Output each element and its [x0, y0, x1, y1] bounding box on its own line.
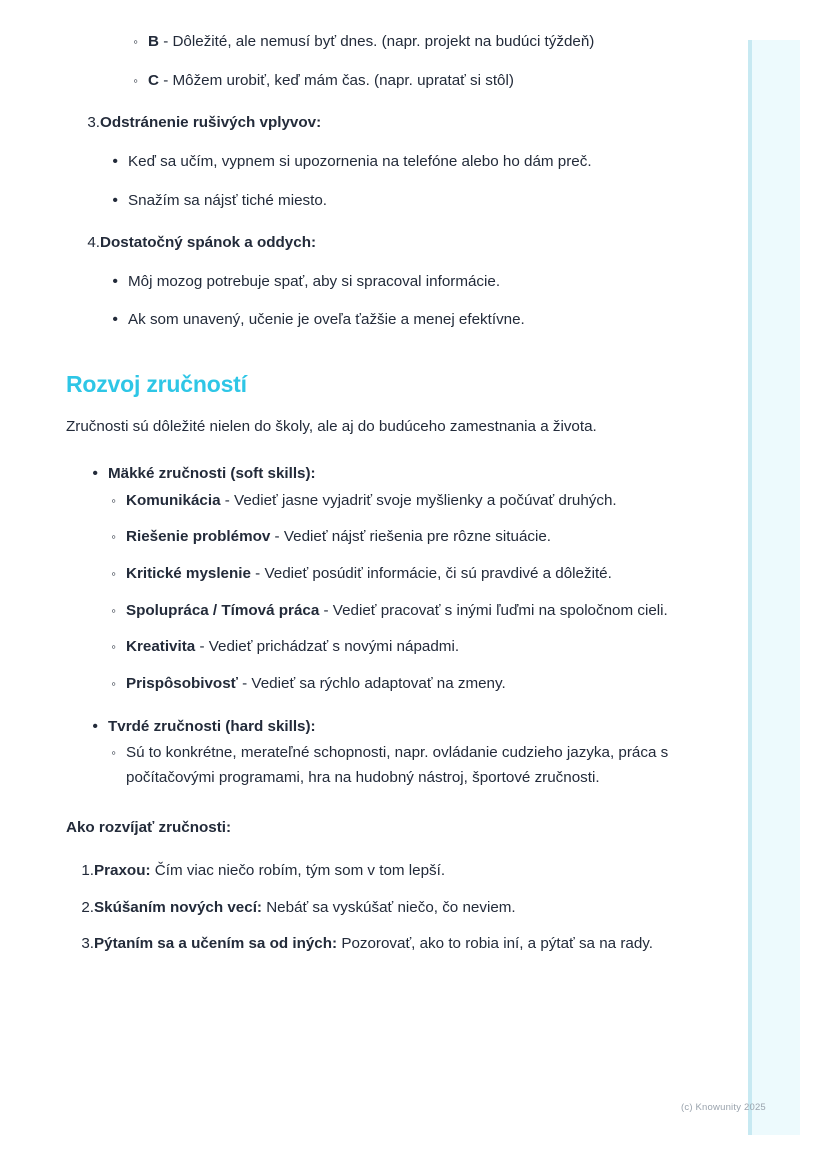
list-item-label: Spolupráca / Tímová práca	[126, 601, 320, 619]
list-number: 3.	[81, 935, 94, 953]
list-item	[108, 270, 700, 295]
list-item-label: B	[148, 33, 159, 50]
list-item	[78, 231, 700, 256]
list-item-body: - Vedieť prichádzať s novými nápadmi.	[195, 638, 460, 656]
list-item-body: - Vedieť pracovať s inými ľuďmi na spoločnom cieli.	[319, 601, 668, 619]
howto-list	[0, 859, 700, 957]
circle-bullet-icon: ◦	[111, 529, 116, 545]
list-item-text: Ak som unavený, učenie je oveľa ťažšie a menej efektívne.	[128, 311, 525, 329]
section-heading: Rozvoj zručností	[66, 371, 247, 397]
disc-bullet-icon: •	[112, 311, 118, 329]
list-item-text	[126, 489, 700, 514]
list-item-title: Dostatočný spánok a oddych:	[100, 234, 317, 252]
circle-bullet-icon: ◦	[111, 492, 116, 508]
group-title: Tvrdé zručnosti (hard skills):	[108, 717, 316, 735]
circle-bullet-icon: ◦	[111, 745, 116, 761]
list-item-text	[148, 30, 700, 55]
list-item-body: Nebáť sa vyskúšať niečo, čo neviem.	[261, 898, 516, 916]
list-item-text	[126, 672, 700, 697]
list-item-label: Riešenie problémov	[126, 528, 271, 546]
circle-bullet-icon: ◦	[133, 34, 138, 49]
list-item-text	[126, 562, 700, 587]
disc-bullet-icon: •	[112, 191, 118, 209]
numbered-point-3	[0, 111, 700, 136]
soft-skills-group	[0, 462, 700, 696]
list-number: 4.	[87, 234, 100, 252]
list-item	[106, 525, 700, 550]
list-item-text	[126, 635, 700, 660]
list-item-label: Praxou:	[94, 862, 151, 880]
list-item-body: Pozorovať, ako to robia iní, a pýtať sa na rady.	[337, 935, 653, 953]
list-item-body: - Dôležité, ale nemusí byť dnes. (napr. projekt na budúci týždeň)	[158, 33, 595, 50]
list-item-label: Kritické myslenie	[126, 565, 251, 583]
list-item	[108, 150, 700, 175]
circle-bullet-icon: ◦	[111, 602, 116, 618]
list-item-text	[94, 932, 700, 957]
list-item-text	[94, 896, 700, 921]
list-number: 1.	[81, 862, 94, 880]
circle-bullet-icon: ◦	[133, 72, 138, 88]
list-item	[106, 741, 700, 790]
disc-bullet-icon: •	[92, 717, 98, 735]
list-item	[108, 189, 700, 214]
list-item	[72, 932, 700, 957]
list-item-label: Pýtaním sa a učením sa od iných:	[94, 935, 338, 953]
list-item	[72, 896, 700, 921]
numbered-point-4	[0, 231, 700, 256]
list-item-text: Snažím sa nájsť tiché miesto.	[128, 191, 327, 209]
disc-bullet-icon: •	[112, 152, 118, 170]
footer-watermark: (c) Knowunity 2025	[681, 1102, 766, 1113]
list-item-body: - Vedieť nájsť riešenia pre rôzne situácie.	[270, 528, 552, 546]
hard-skills-group	[0, 715, 700, 791]
list-number: 2.	[81, 898, 94, 916]
priority-sublist	[0, 30, 700, 93]
list-item	[106, 489, 700, 514]
list-item-label: C	[148, 71, 159, 89]
list-item-text	[126, 599, 700, 624]
list-item	[106, 635, 700, 660]
disc-bullet-icon: •	[112, 272, 118, 290]
numbered-point-3-bullets	[0, 150, 700, 213]
list-item-text	[126, 525, 700, 550]
list-item	[128, 69, 700, 94]
list-item	[88, 462, 700, 487]
list-item-label: Prispôsobivosť	[126, 674, 238, 692]
list-item	[108, 308, 700, 333]
list-item-label: Komunikácia	[126, 491, 221, 509]
list-item-text: Môj mozog potrebuje spať, aby si spracoval informácie.	[128, 272, 501, 290]
list-item-body: - Vedieť jasne vyjadriť svoje myšlienky a počúvať druhých.	[220, 491, 617, 509]
howto-heading: Ako rozvíjať zručnosti:	[66, 819, 232, 837]
list-item	[106, 672, 700, 697]
list-item-text	[94, 859, 700, 884]
list-item	[128, 30, 700, 55]
list-item-label: Kreativita	[126, 638, 196, 656]
list-item-label: Skúšaním nových vecí:	[94, 898, 262, 916]
list-item	[88, 715, 700, 740]
group-title: Mäkké zručnosti (soft skills):	[108, 465, 316, 483]
section-intro-paragraph: Zručnosti sú dôležité nielen do školy, ale aj do budúceho zamestnania a života.	[66, 418, 597, 435]
list-number: 3.	[87, 114, 100, 132]
disc-bullet-icon: •	[92, 465, 98, 483]
list-item-title: Odstránenie rušivých vplyvov:	[100, 114, 322, 132]
list-item	[78, 111, 700, 136]
list-item-body: - Vedieť posúdiť informácie, či sú pravdivé a dôležité.	[250, 565, 612, 583]
list-item-text	[148, 69, 700, 94]
list-item-body: - Môžem urobiť, keď mám čas. (napr. upratať si stôl)	[158, 71, 514, 89]
list-item-body: Čím viac niečo robím, tým som v tom lepší.	[150, 862, 446, 880]
circle-bullet-icon: ◦	[111, 566, 116, 582]
list-item-text: Keď sa učím, vypnem si upozornenia na telefóne alebo ho dám preč.	[128, 152, 592, 170]
list-item	[106, 562, 700, 587]
numbered-point-4-bullets	[0, 270, 700, 333]
circle-bullet-icon: ◦	[111, 675, 116, 691]
circle-bullet-icon: ◦	[111, 639, 116, 655]
right-edge-accent-strip	[748, 40, 800, 1135]
list-item-body: - Vedieť sa rýchlo adaptovať na zmeny.	[237, 674, 506, 692]
list-item	[72, 859, 700, 884]
list-item-text: Sú to konkrétne, merateľné schopnosti, napr. ovládanie cudzieho jazyka, práca s počítačovými programami, hra na hudobný nástroj, športové zručnosti.	[126, 744, 669, 786]
list-item	[106, 599, 700, 624]
